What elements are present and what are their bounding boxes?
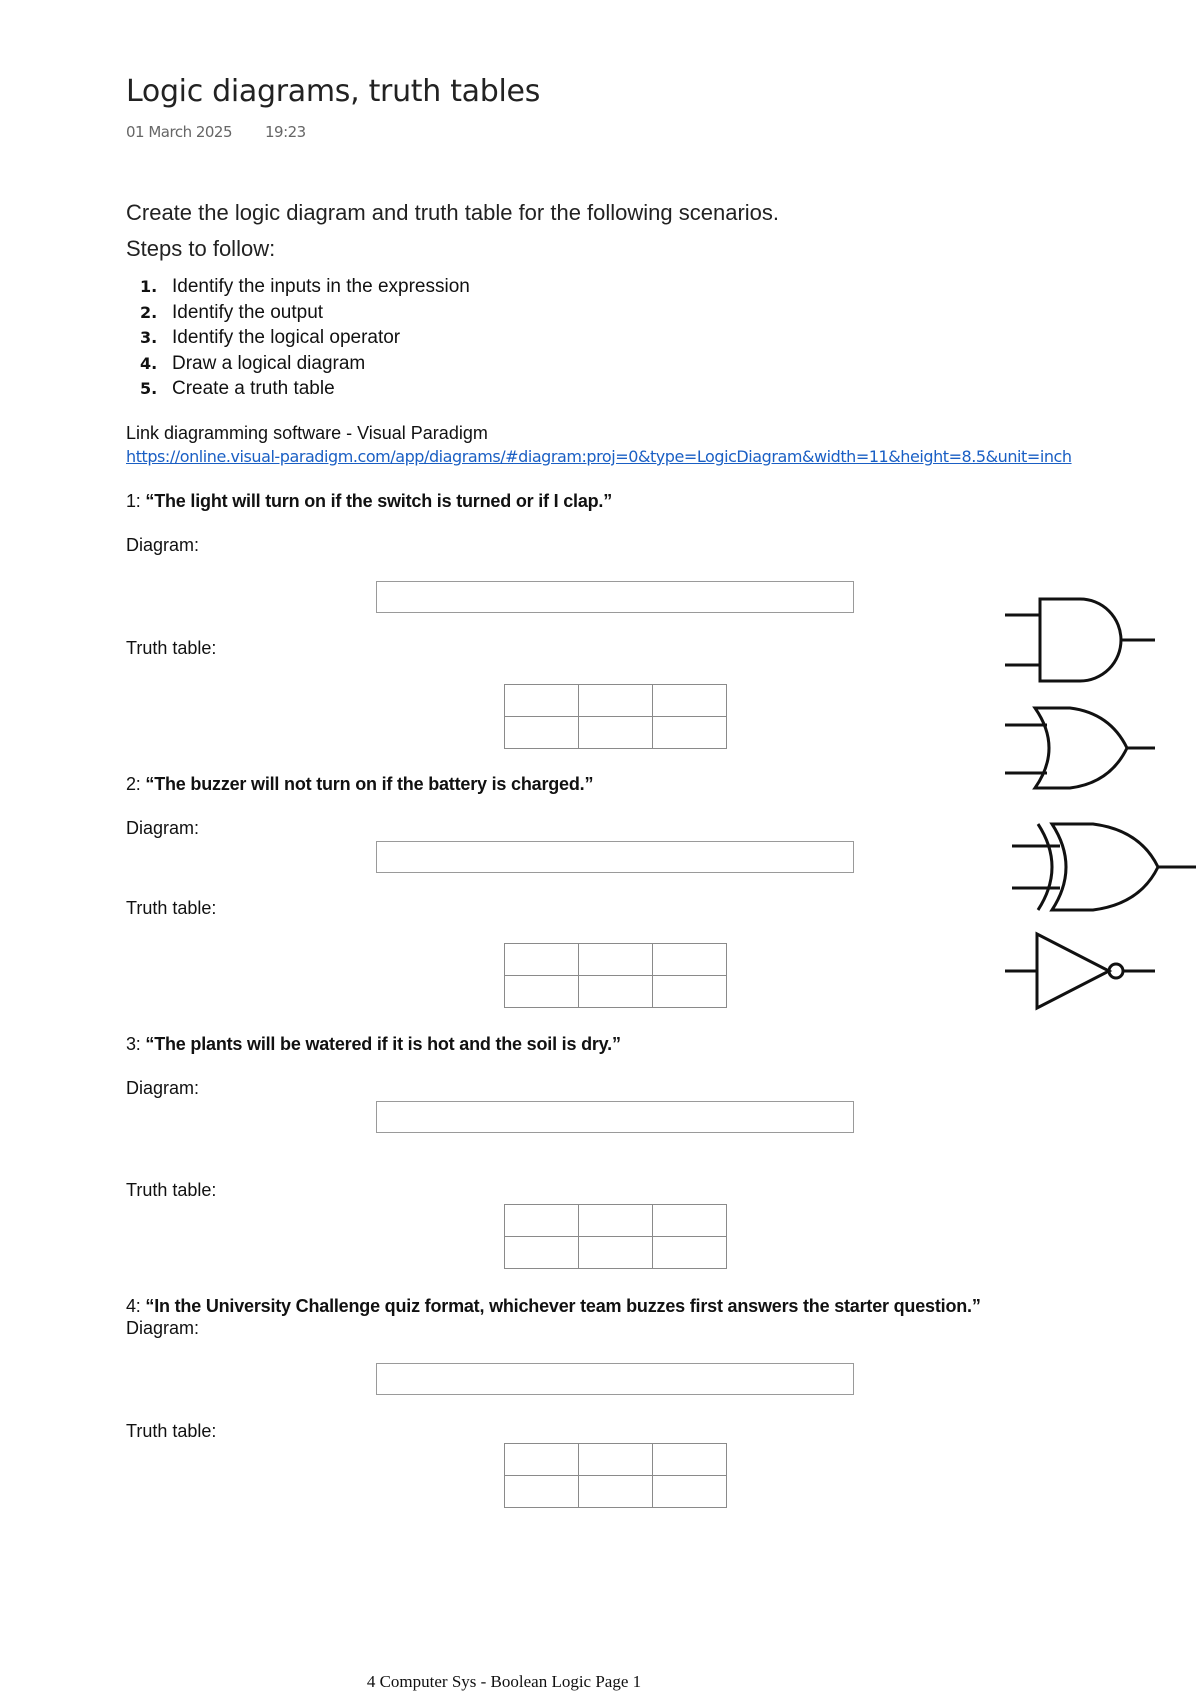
truth-table-3[interactable] <box>504 1204 727 1269</box>
diagram-label: Diagram: <box>126 818 200 838</box>
list-item: 1. Identify the inputs in the expression <box>140 276 470 297</box>
table-cell[interactable] <box>505 1476 579 1508</box>
truth-table-label: Truth table: <box>126 638 217 658</box>
intro-line: Create the logic diagram and truth table for the following scenarios. <box>126 200 780 225</box>
question-2: 2: “The buzzer will not turn on if the battery is charged.” <box>126 774 594 794</box>
table-cell[interactable] <box>579 1237 653 1269</box>
table-cell[interactable] <box>505 944 579 976</box>
table-cell[interactable] <box>653 1237 727 1269</box>
table-cell[interactable] <box>579 685 653 717</box>
question-3: 3: “The plants will be watered if it is hot and the soil is dry.” <box>126 1034 621 1054</box>
table-cell[interactable] <box>653 944 727 976</box>
page-footer: 4 Computer Sys - Boolean Logic Page 1 <box>366 1672 642 1691</box>
truth-table-2[interactable] <box>504 943 727 1008</box>
not-gate-icon <box>1005 930 1165 1014</box>
table-cell[interactable] <box>505 976 579 1008</box>
table-cell[interactable] <box>653 976 727 1008</box>
visual-paradigm-link[interactable]: https://online.visual-paradigm.com/app/diagrams/#diagram:proj=0&type=LogicDiagram&width=11&height=8.5&unit=inch <box>126 447 1072 466</box>
question-4: 4: “In the University Challenge quiz format, whichever team buzzes first answers the starter question.” <box>126 1296 981 1316</box>
list-item: 3. Identify the logical operator <box>140 327 401 348</box>
table-cell[interactable] <box>505 685 579 717</box>
truth-table-1[interactable] <box>504 684 727 749</box>
or-gate-icon <box>1005 703 1165 793</box>
truth-table-label: Truth table: <box>126 1180 217 1200</box>
diagram-answer-box-1[interactable] <box>376 581 854 613</box>
table-cell[interactable] <box>579 717 653 749</box>
truth-table-label: Truth table: <box>126 898 217 918</box>
table-cell[interactable] <box>579 1205 653 1237</box>
question-1: 1: “The light will turn on if the switch is turned or if I clap.” <box>126 491 613 511</box>
table-cell[interactable] <box>579 1444 653 1476</box>
truth-table-label: Truth table: <box>126 1421 217 1441</box>
diagram-answer-box-3[interactable] <box>376 1101 854 1133</box>
diagram-label: Diagram: <box>126 1318 200 1338</box>
link-label: Link diagramming software - Visual Paradigm <box>126 423 488 443</box>
table-cell[interactable] <box>653 1205 727 1237</box>
steps-list <box>140 274 470 402</box>
table-cell[interactable] <box>579 1476 653 1508</box>
diagram-answer-box-2[interactable] <box>376 841 854 873</box>
table-cell[interactable] <box>653 1444 727 1476</box>
table-cell[interactable] <box>505 717 579 749</box>
page-date: 01 March 2025 <box>126 123 233 141</box>
table-cell[interactable] <box>653 717 727 749</box>
table-cell[interactable] <box>653 685 727 717</box>
list-item: 2. Identify the output <box>140 301 324 323</box>
table-cell[interactable] <box>579 944 653 976</box>
steps-heading: Steps to follow: <box>126 236 276 261</box>
list-item: 4. Draw a logical diagram <box>140 352 366 374</box>
table-cell[interactable] <box>505 1237 579 1269</box>
table-cell[interactable] <box>579 976 653 1008</box>
xor-gate-icon <box>1008 818 1200 918</box>
diagram-label: Diagram: <box>126 1078 200 1098</box>
table-cell[interactable] <box>653 1476 727 1508</box>
and-gate-icon <box>1005 595 1165 685</box>
truth-table-4[interactable] <box>504 1443 727 1508</box>
diagram-label: Diagram: <box>126 535 200 555</box>
list-item: 5. Create a truth table <box>140 378 335 399</box>
page-title: Logic diagrams, truth tables <box>126 74 541 109</box>
table-cell[interactable] <box>505 1205 579 1237</box>
diagram-answer-box-4[interactable] <box>376 1363 854 1395</box>
page-time: 19:23 <box>265 123 306 141</box>
table-cell[interactable] <box>505 1444 579 1476</box>
